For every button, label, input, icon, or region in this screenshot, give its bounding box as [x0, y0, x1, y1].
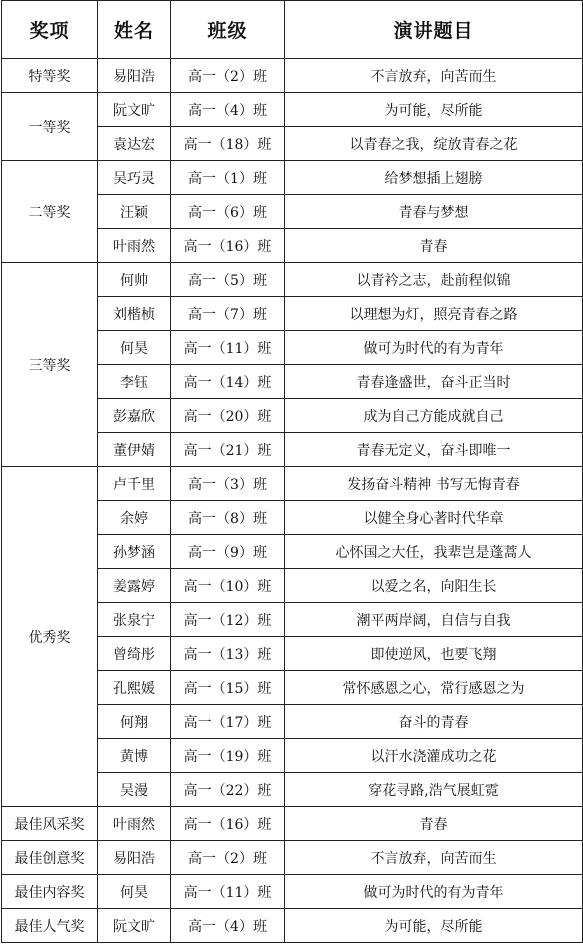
header-row: [2, 1, 583, 59]
class-cell: 高一（19）班: [171, 739, 285, 773]
award-cell: 最佳人气奖: [2, 909, 98, 943]
name-cell: 余婷: [98, 501, 171, 535]
topic-cell: 以理想为灯，照亮青春之路: [285, 297, 583, 331]
topic-cell: 不言放弃，向苦而生: [285, 59, 583, 93]
topic-cell: 常怀感恩之心，常行感恩之为: [285, 671, 583, 705]
name-cell: 黄博: [98, 739, 171, 773]
header-name: 姓名: [98, 1, 171, 59]
topic-cell: 做可为时代的有为青年: [285, 875, 583, 909]
name-cell: 彭嘉欣: [98, 399, 171, 433]
topic-cell: 为可能，尽所能: [285, 909, 583, 943]
award-cell: 最佳内容奖: [2, 875, 98, 909]
class-cell: 高一（10）班: [171, 569, 285, 603]
name-cell: 吴漫: [98, 773, 171, 807]
name-cell: 刘楷桢: [98, 297, 171, 331]
table-row: [2, 263, 583, 297]
class-cell: 高一（4）班: [171, 909, 285, 943]
award-cell: 特等奖: [2, 59, 98, 93]
topic-cell: 潮平两岸阔，自信与自我: [285, 603, 583, 637]
topic-cell: 青春: [285, 807, 583, 841]
topic-cell: 青春与梦想: [285, 195, 583, 229]
name-cell: 姜露婷: [98, 569, 171, 603]
class-cell: 高一（2）班: [171, 59, 285, 93]
topic-cell: 即使逆风，也要飞翔: [285, 637, 583, 671]
class-cell: 高一（7）班: [171, 297, 285, 331]
table-row: [2, 467, 583, 501]
name-cell: 袁达宏: [98, 127, 171, 161]
name-cell: 李钰: [98, 365, 171, 399]
topic-cell: 以健全身心著时代华章: [285, 501, 583, 535]
class-cell: 高一（4）班: [171, 93, 285, 127]
topic-cell: 以青春之我，绽放青春之花: [285, 127, 583, 161]
class-cell: 高一（16）班: [171, 229, 285, 263]
topic-cell: 以爱之名，向阳生长: [285, 569, 583, 603]
table-row: [2, 161, 583, 195]
name-cell: 董伊婧: [98, 433, 171, 467]
award-cell: 最佳风采奖: [2, 807, 98, 841]
class-cell: 高一（13）班: [171, 637, 285, 671]
name-cell: 易阳浩: [98, 59, 171, 93]
class-cell: 高一（9）班: [171, 535, 285, 569]
topic-cell: 以青衿之志，赴前程似锦: [285, 263, 583, 297]
class-cell: 高一（5）班: [171, 263, 285, 297]
name-cell: 张泉宁: [98, 603, 171, 637]
topic-cell: 给梦想插上翅膀: [285, 161, 583, 195]
table-row: [2, 875, 583, 909]
class-cell: 高一（17）班: [171, 705, 285, 739]
class-cell: 高一（15）班: [171, 671, 285, 705]
topic-cell: 青春无定义，奋斗即唯一: [285, 433, 583, 467]
topic-cell: 奋斗的青春: [285, 705, 583, 739]
name-cell: 何昊: [98, 331, 171, 365]
topic-cell: 为可能，尽所能: [285, 93, 583, 127]
name-cell: 叶雨然: [98, 229, 171, 263]
name-cell: 阮文旷: [98, 909, 171, 943]
class-cell: 高一（1）班: [171, 161, 285, 195]
header-class: 班级: [171, 1, 285, 59]
name-cell: 何帅: [98, 263, 171, 297]
table-row: [2, 807, 583, 841]
award-cell: 二等奖: [2, 161, 98, 263]
topic-cell: 青春逢盛世，奋斗正当时: [285, 365, 583, 399]
name-cell: 易阳浩: [98, 841, 171, 875]
class-cell: 高一（14）班: [171, 365, 285, 399]
awards-table: [1, 0, 583, 943]
name-cell: 孙梦涵: [98, 535, 171, 569]
award-cell: 最佳创意奖: [2, 841, 98, 875]
topic-cell: 做可为时代的有为青年: [285, 331, 583, 365]
topic-cell: 以汗水浇灌成功之花: [285, 739, 583, 773]
class-cell: 高一（18）班: [171, 127, 285, 161]
topic-cell: 不言放弃，向苦而生: [285, 841, 583, 875]
class-cell: 高一（16）班: [171, 807, 285, 841]
name-cell: 何昊: [98, 875, 171, 909]
award-cell: 三等奖: [2, 263, 98, 467]
name-cell: 孔熙媛: [98, 671, 171, 705]
name-cell: 吴巧灵: [98, 161, 171, 195]
header-award: 奖项: [2, 1, 98, 59]
class-cell: 高一（21）班: [171, 433, 285, 467]
award-cell: 一等奖: [2, 93, 98, 161]
name-cell: 曾绮彤: [98, 637, 171, 671]
topic-cell: 青春: [285, 229, 583, 263]
table-row: [2, 841, 583, 875]
class-cell: 高一（22）班: [171, 773, 285, 807]
topic-cell: 发扬奋斗精神 书写无悔青春: [285, 467, 583, 501]
name-cell: 卢千里: [98, 467, 171, 501]
class-cell: 高一（12）班: [171, 603, 285, 637]
class-cell: 高一（3）班: [171, 467, 285, 501]
header-topic: 演讲题目: [285, 1, 583, 59]
name-cell: 叶雨然: [98, 807, 171, 841]
name-cell: 阮文旷: [98, 93, 171, 127]
award-cell: 优秀奖: [2, 467, 98, 807]
topic-cell: 穿花寻路,浩气展虹霓: [285, 773, 583, 807]
topic-cell: 成为自己方能成就自己: [285, 399, 583, 433]
class-cell: 高一（11）班: [171, 875, 285, 909]
table-row: [2, 909, 583, 943]
topic-cell: 心怀国之大任，我辈岂是蓬蒿人: [285, 535, 583, 569]
class-cell: 高一（6）班: [171, 195, 285, 229]
awards-body: [2, 59, 583, 943]
name-cell: 何翔: [98, 705, 171, 739]
name-cell: 汪颖: [98, 195, 171, 229]
class-cell: 高一（11）班: [171, 331, 285, 365]
class-cell: 高一（2）班: [171, 841, 285, 875]
table-row: [2, 93, 583, 127]
table-row: [2, 59, 583, 93]
class-cell: 高一（20）班: [171, 399, 285, 433]
class-cell: 高一（8）班: [171, 501, 285, 535]
